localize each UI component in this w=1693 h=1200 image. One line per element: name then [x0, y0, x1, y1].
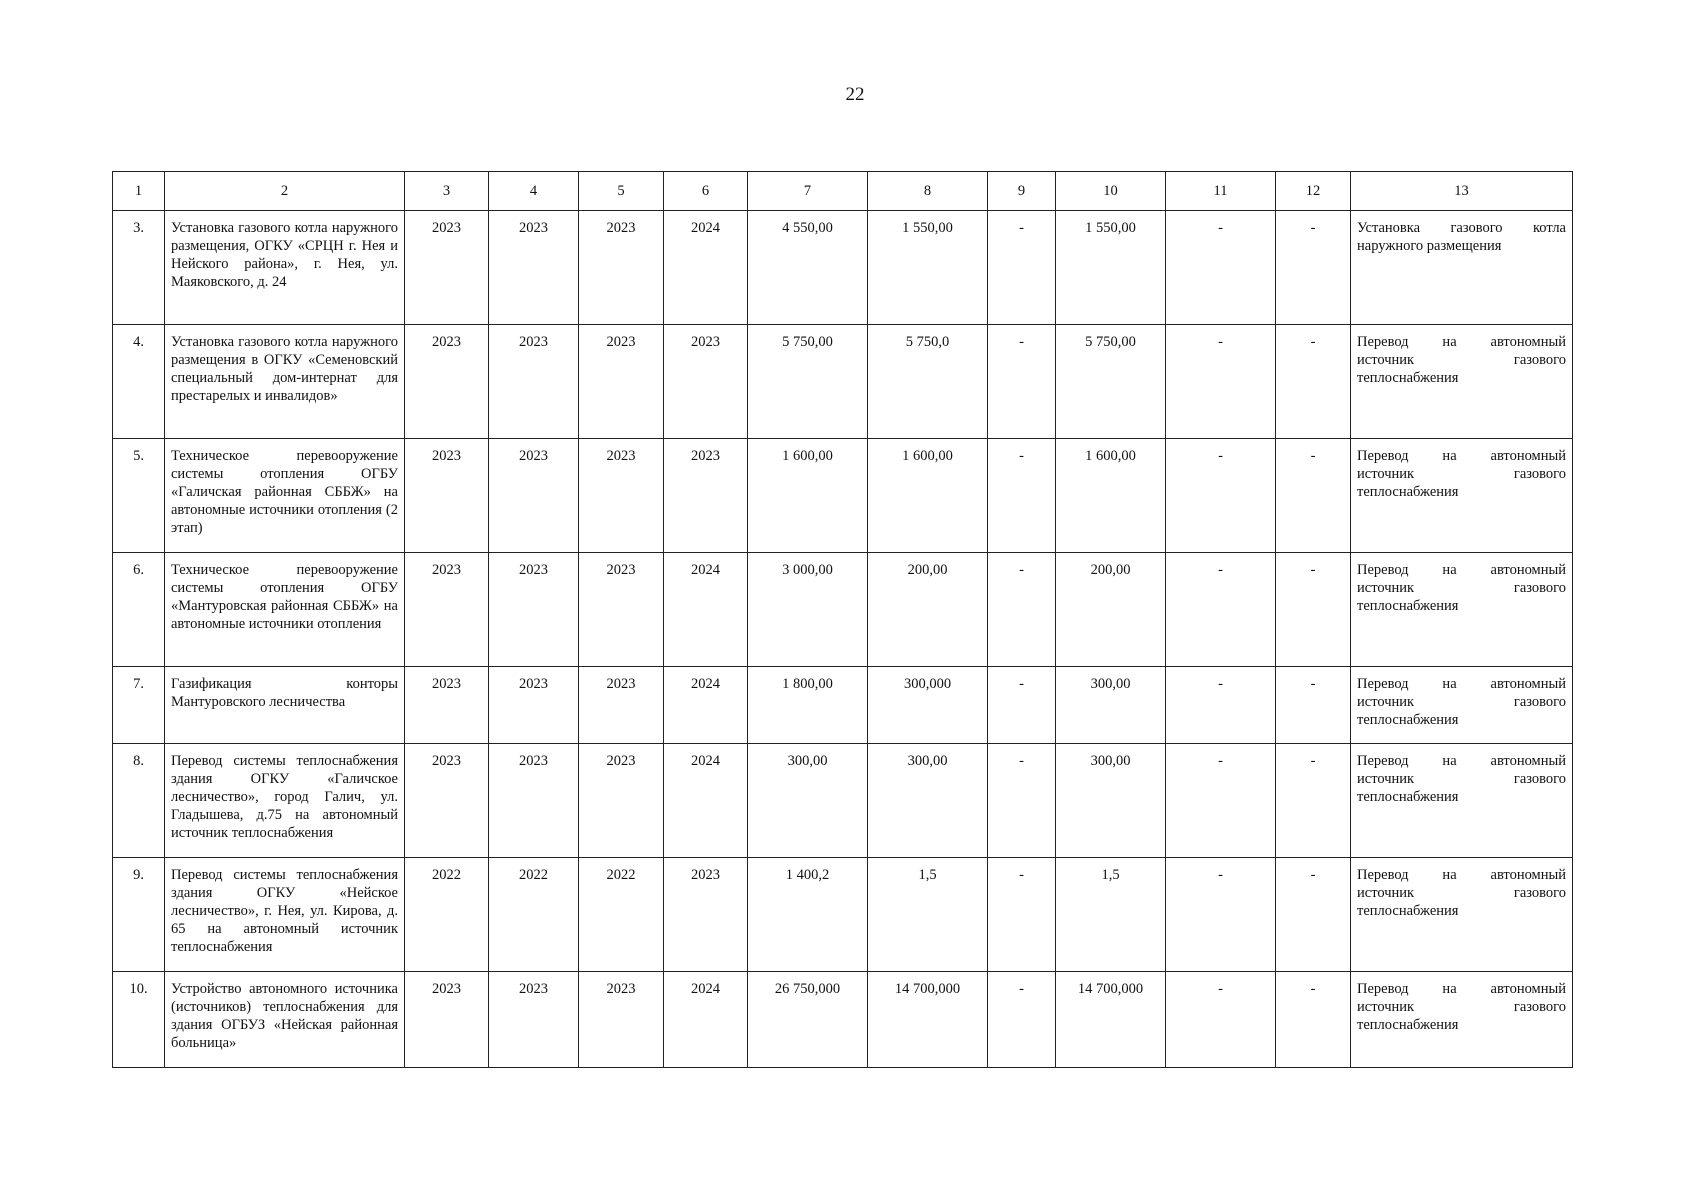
- page-number: 22: [845, 84, 865, 105]
- cell-col7: 1 400,2: [748, 858, 868, 972]
- row-number: 3.: [113, 211, 165, 325]
- cell-col12: -: [1276, 211, 1351, 325]
- cell-col10: 300,00: [1056, 667, 1166, 744]
- row-number: 7.: [113, 667, 165, 744]
- expected-result: Перевод на автономный источник газового теплоснабжения: [1351, 972, 1573, 1068]
- cell-col8: 1 600,00: [868, 439, 988, 553]
- table-row: [113, 439, 1573, 553]
- cell-col11: -: [1166, 667, 1276, 744]
- cell-col9: -: [988, 858, 1056, 972]
- table-row: [113, 972, 1573, 1068]
- cell-col7: 1 800,00: [748, 667, 868, 744]
- cell-col5: 2023: [579, 325, 664, 439]
- cell-col7: 1 600,00: [748, 439, 868, 553]
- column-header: 2: [165, 172, 405, 211]
- column-header: 6: [664, 172, 748, 211]
- table-row: [113, 325, 1573, 439]
- cell-col6: 2024: [664, 667, 748, 744]
- row-number: 4.: [113, 325, 165, 439]
- cell-col3: 2023: [405, 439, 489, 553]
- column-header: 12: [1276, 172, 1351, 211]
- cell-col9: -: [988, 439, 1056, 553]
- table-row: [113, 858, 1573, 972]
- column-header: 10: [1056, 172, 1166, 211]
- expected-result: Перевод на автономный источник газового теплоснабжения: [1351, 325, 1573, 439]
- expected-result: Перевод на автономный источник газового теплоснабжения: [1351, 667, 1573, 744]
- cell-col10: 200,00: [1056, 553, 1166, 667]
- cell-col8: 5 750,0: [868, 325, 988, 439]
- cell-col5: 2023: [579, 553, 664, 667]
- cell-col11: -: [1166, 553, 1276, 667]
- cell-col4: 2023: [489, 972, 579, 1068]
- cell-col11: -: [1166, 858, 1276, 972]
- column-header: 4: [489, 172, 579, 211]
- cell-col5: 2022: [579, 858, 664, 972]
- table-row: [113, 744, 1573, 858]
- column-header: 9: [988, 172, 1056, 211]
- cell-col12: -: [1276, 858, 1351, 972]
- cell-col10: 1 550,00: [1056, 211, 1166, 325]
- measure-name: Установка газового котла наружного размещения в ОГКУ «Семеновский специальный дом-интернат для престарелых и инвалидов»: [165, 325, 405, 439]
- cell-col10: 1 600,00: [1056, 439, 1166, 553]
- cell-col8: 1,5: [868, 858, 988, 972]
- cell-col6: 2024: [664, 972, 748, 1068]
- cell-col4: 2023: [489, 439, 579, 553]
- expected-result: Перевод на автономный источник газового теплоснабжения: [1351, 553, 1573, 667]
- cell-col3: 2023: [405, 325, 489, 439]
- measure-name: Газификация конторы Мантуровского лесничества: [165, 667, 405, 744]
- cell-col9: -: [988, 211, 1056, 325]
- cell-col7: 300,00: [748, 744, 868, 858]
- cell-col9: -: [988, 744, 1056, 858]
- cell-col8: 1 550,00: [868, 211, 988, 325]
- column-header: 13: [1351, 172, 1573, 211]
- row-number: 8.: [113, 744, 165, 858]
- cell-col5: 2023: [579, 211, 664, 325]
- cell-col11: -: [1166, 211, 1276, 325]
- cell-col12: -: [1276, 439, 1351, 553]
- cell-col6: 2024: [664, 553, 748, 667]
- cell-col3: 2023: [405, 553, 489, 667]
- row-number: 5.: [113, 439, 165, 553]
- cell-col9: -: [988, 325, 1056, 439]
- cell-col4: 2023: [489, 211, 579, 325]
- cell-col4: 2023: [489, 325, 579, 439]
- measure-name: Устройство автономного источника (источников) теплоснабжения для здания ОГБУЗ «Нейская районная больница»: [165, 972, 405, 1068]
- cell-col5: 2023: [579, 744, 664, 858]
- cell-col8: 14 700,000: [868, 972, 988, 1068]
- cell-col10: 5 750,00: [1056, 325, 1166, 439]
- table-row: [113, 553, 1573, 667]
- program-table: [112, 171, 1573, 1068]
- table-row: [113, 211, 1573, 325]
- column-header: 3: [405, 172, 489, 211]
- column-header: 1: [113, 172, 165, 211]
- measure-name: Установка газового котла наружного размещения, ОГКУ «СРЦН г. Нея и Нейского района», г. Нея, ул. Маяковского, д. 24: [165, 211, 405, 325]
- measure-name: Техническое перевооружение системы отопления ОГБУ «Галичская районная СББЖ» на автономные источники отопления (2 этап): [165, 439, 405, 553]
- cell-col5: 2023: [579, 667, 664, 744]
- cell-col10: 1,5: [1056, 858, 1166, 972]
- cell-col4: 2023: [489, 553, 579, 667]
- cell-col12: -: [1276, 553, 1351, 667]
- cell-col3: 2023: [405, 972, 489, 1068]
- column-header: 5: [579, 172, 664, 211]
- cell-col8: 300,000: [868, 667, 988, 744]
- cell-col11: -: [1166, 744, 1276, 858]
- cell-col6: 2024: [664, 744, 748, 858]
- cell-col6: 2023: [664, 325, 748, 439]
- cell-col12: -: [1276, 744, 1351, 858]
- row-number: 10.: [113, 972, 165, 1068]
- cell-col11: -: [1166, 325, 1276, 439]
- cell-col11: -: [1166, 439, 1276, 553]
- cell-col10: 300,00: [1056, 744, 1166, 858]
- cell-col3: 2023: [405, 211, 489, 325]
- header-row: [113, 172, 1573, 211]
- row-number: 6.: [113, 553, 165, 667]
- cell-col9: -: [988, 553, 1056, 667]
- cell-col12: -: [1276, 325, 1351, 439]
- cell-col6: 2023: [664, 439, 748, 553]
- cell-col11: -: [1166, 972, 1276, 1068]
- cell-col12: -: [1276, 972, 1351, 1068]
- cell-col6: 2023: [664, 858, 748, 972]
- measure-name: Техническое перевооружение системы отопления ОГБУ «Мантуровская районная СББЖ» на автономные источники отопления: [165, 553, 405, 667]
- measure-name: Перевод системы теплоснабжения здания ОГКУ «Нейское лесничество», г. Нея, ул. Кирова, д. 65 на автономный источник теплоснабжения: [165, 858, 405, 972]
- cell-col4: 2022: [489, 858, 579, 972]
- cell-col3: 2023: [405, 744, 489, 858]
- cell-col9: -: [988, 667, 1056, 744]
- cell-col6: 2024: [664, 211, 748, 325]
- cell-col7: 5 750,00: [748, 325, 868, 439]
- expected-result: Перевод на автономный источник газового теплоснабжения: [1351, 439, 1573, 553]
- column-header: 8: [868, 172, 988, 211]
- cell-col5: 2023: [579, 439, 664, 553]
- cell-col4: 2023: [489, 667, 579, 744]
- cell-col8: 300,00: [868, 744, 988, 858]
- cell-col3: 2023: [405, 667, 489, 744]
- column-header: 7: [748, 172, 868, 211]
- cell-col7: 26 750,000: [748, 972, 868, 1068]
- expected-result: Перевод на автономный источник газового теплоснабжения: [1351, 744, 1573, 858]
- expected-result: Перевод на автономный источник газового теплоснабжения: [1351, 858, 1573, 972]
- table-row: [113, 667, 1573, 744]
- measure-name: Перевод системы теплоснабжения здания ОГКУ «Галичское лесничество», город Галич, ул. Гладышева, д.75 на автономный источник теплоснабжения: [165, 744, 405, 858]
- cell-col12: -: [1276, 667, 1351, 744]
- cell-col9: -: [988, 972, 1056, 1068]
- expected-result: Установка газового котла наружного размещения: [1351, 211, 1573, 325]
- cell-col3: 2022: [405, 858, 489, 972]
- column-header: 11: [1166, 172, 1276, 211]
- cell-col7: 3 000,00: [748, 553, 868, 667]
- cell-col10: 14 700,000: [1056, 972, 1166, 1068]
- cell-col5: 2023: [579, 972, 664, 1068]
- cell-col7: 4 550,00: [748, 211, 868, 325]
- cell-col8: 200,00: [868, 553, 988, 667]
- cell-col4: 2023: [489, 744, 579, 858]
- row-number: 9.: [113, 858, 165, 972]
